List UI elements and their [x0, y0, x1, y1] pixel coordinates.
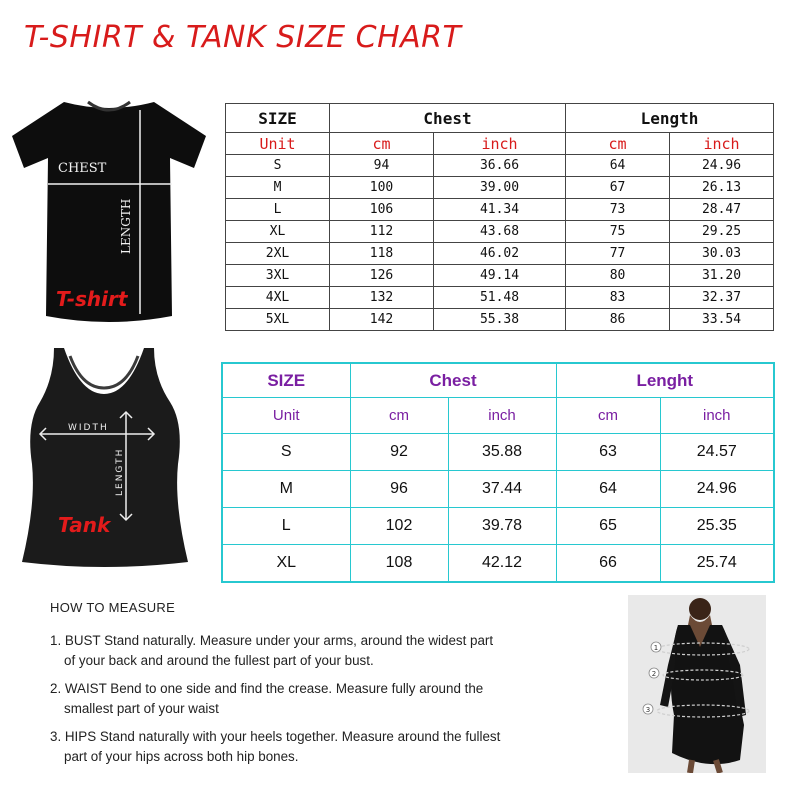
table-row — [226, 177, 774, 199]
measure-line: part of your hips across both hip bones. — [64, 749, 299, 764]
tank-tag: Tank — [58, 513, 111, 537]
table-row — [226, 221, 774, 243]
marker-3: 3 — [645, 706, 651, 714]
value-cell: 46.02 — [434, 243, 566, 265]
value-cell: 94 — [330, 155, 434, 177]
table-header-row — [222, 363, 774, 398]
width-label: WIDTH — [68, 423, 109, 433]
value-cell: 67 — [566, 177, 670, 199]
value-cell: 41.34 — [434, 199, 566, 221]
value-cell: 75 — [566, 221, 670, 243]
table-row — [222, 471, 774, 508]
tank-size-table — [221, 362, 775, 583]
value-cell: 35.88 — [448, 434, 556, 471]
table-row — [222, 434, 774, 471]
unit-cell: inch — [448, 398, 556, 434]
value-cell: 30.03 — [670, 243, 774, 265]
measure-line: 3. HIPS Stand naturally with your heels together. Measure around the fullest — [50, 729, 501, 744]
value-cell: 29.25 — [670, 221, 774, 243]
measure-item-hips — [50, 727, 610, 767]
value-cell: 118 — [330, 243, 434, 265]
value-cell: 51.48 — [434, 287, 566, 309]
unit-cell: cm — [350, 398, 448, 434]
value-cell: 63 — [556, 434, 660, 471]
unit-cell: cm — [556, 398, 660, 434]
chest-label: CHEST — [58, 161, 107, 176]
value-cell: 42.12 — [448, 545, 556, 583]
value-cell: 66 — [556, 545, 660, 583]
value-cell: 25.35 — [660, 508, 774, 545]
value-cell: 39.78 — [448, 508, 556, 545]
unit-cell: cm — [330, 133, 434, 155]
value-cell: 100 — [330, 177, 434, 199]
value-cell: 80 — [566, 265, 670, 287]
value-cell: 36.66 — [434, 155, 566, 177]
length-header: Length — [566, 104, 774, 133]
how-to-measure-heading: HOW TO MEASURE — [50, 600, 176, 615]
size-cell: S — [222, 434, 350, 471]
length-label: LENGTH — [119, 198, 133, 254]
size-cell: L — [226, 199, 330, 221]
value-cell: 37.44 — [448, 471, 556, 508]
value-cell: 64 — [556, 471, 660, 508]
value-cell: 96 — [350, 471, 448, 508]
size-header: SIZE — [222, 363, 350, 398]
value-cell: 102 — [350, 508, 448, 545]
how-to-measure — [50, 600, 610, 775]
unit-row — [226, 133, 774, 155]
value-cell: 132 — [330, 287, 434, 309]
model-head — [689, 598, 711, 620]
value-cell: 33.54 — [670, 309, 774, 331]
measure-line: 2. WAIST Bend to one side and find the crease. Measure fully around the — [50, 681, 484, 696]
value-cell: 108 — [350, 545, 448, 583]
marker-2: 2 — [651, 670, 657, 678]
table-header-row — [226, 104, 774, 133]
size-cell: 4XL — [226, 287, 330, 309]
value-cell: 92 — [350, 434, 448, 471]
unit-cell: cm — [566, 133, 670, 155]
value-cell: 28.47 — [670, 199, 774, 221]
value-cell: 26.13 — [670, 177, 774, 199]
unit-label: Unit — [226, 133, 330, 155]
length-header: Lenght — [556, 363, 774, 398]
measure-item-bust — [50, 631, 610, 671]
table-row — [226, 155, 774, 177]
size-cell: XL — [222, 545, 350, 583]
value-cell: 65 — [556, 508, 660, 545]
unit-label: Unit — [222, 398, 350, 434]
size-header: SIZE — [226, 104, 330, 133]
size-cell: M — [222, 471, 350, 508]
size-cell: L — [222, 508, 350, 545]
value-cell: 126 — [330, 265, 434, 287]
unit-cell: inch — [660, 398, 774, 434]
size-cell: 2XL — [226, 243, 330, 265]
measure-line: of your back and around the fullest part of your bust. — [64, 653, 374, 668]
value-cell: 43.68 — [434, 221, 566, 243]
value-cell: 142 — [330, 309, 434, 331]
tank-illustration — [14, 344, 196, 568]
unit-row — [222, 398, 774, 434]
tshirt-size-table — [225, 103, 774, 331]
value-cell: 24.57 — [660, 434, 774, 471]
size-cell: 3XL — [226, 265, 330, 287]
value-cell: 112 — [330, 221, 434, 243]
value-cell: 39.00 — [434, 177, 566, 199]
table-row — [226, 243, 774, 265]
size-cell: S — [226, 155, 330, 177]
table-row — [222, 545, 774, 583]
table-row — [226, 265, 774, 287]
table-row — [226, 309, 774, 331]
tshirt-tag: T-shirt — [56, 287, 128, 311]
measure-item-waist — [50, 679, 610, 719]
value-cell: 49.14 — [434, 265, 566, 287]
chest-header: Chest — [350, 363, 556, 398]
measure-line: 1. BUST Stand naturally. Measure under your arms, around the widest part — [50, 633, 494, 648]
value-cell: 83 — [566, 287, 670, 309]
value-cell: 25.74 — [660, 545, 774, 583]
value-cell: 31.20 — [670, 265, 774, 287]
value-cell: 73 — [566, 199, 670, 221]
size-cell: M — [226, 177, 330, 199]
value-cell: 55.38 — [434, 309, 566, 331]
size-cell: XL — [226, 221, 330, 243]
measure-line: smallest part of your waist — [64, 701, 219, 716]
marker-1: 1 — [653, 644, 659, 652]
chest-header: Chest — [330, 104, 566, 133]
value-cell: 77 — [566, 243, 670, 265]
value-cell: 32.37 — [670, 287, 774, 309]
value-cell: 24.96 — [670, 155, 774, 177]
value-cell: 24.96 — [660, 471, 774, 508]
page-title: T-SHIRT & TANK SIZE CHART — [24, 20, 462, 55]
dress-illustration — [628, 595, 766, 773]
length-label: LENGTH — [115, 447, 125, 496]
table-row — [222, 508, 774, 545]
unit-cell: inch — [670, 133, 774, 155]
value-cell: 64 — [566, 155, 670, 177]
tshirt-illustration — [6, 96, 212, 328]
value-cell: 86 — [566, 309, 670, 331]
size-cell: 5XL — [226, 309, 330, 331]
value-cell: 106 — [330, 199, 434, 221]
table-row — [226, 199, 774, 221]
unit-cell: inch — [434, 133, 566, 155]
table-row — [226, 287, 774, 309]
